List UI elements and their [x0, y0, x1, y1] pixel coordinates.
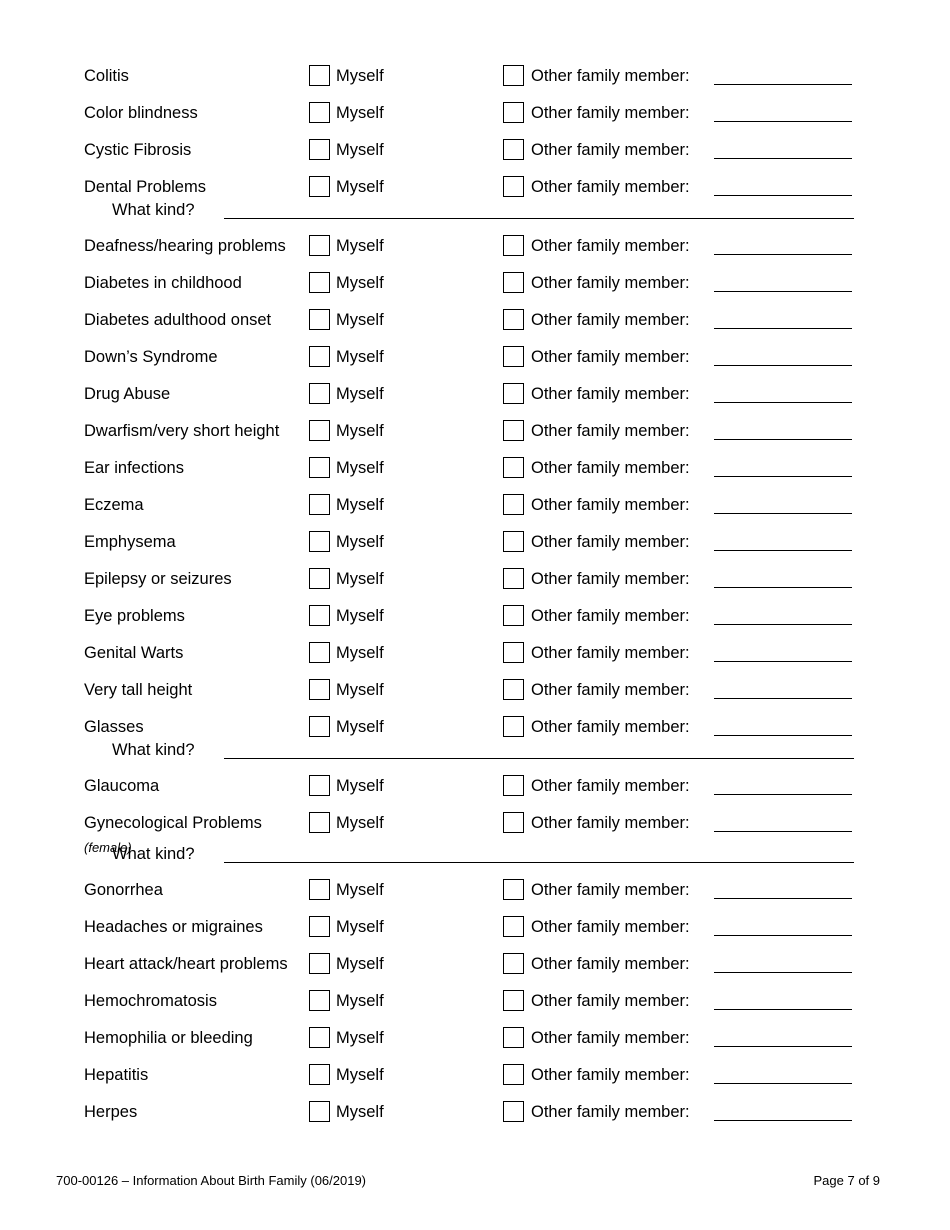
other-family-name-field[interactable] — [714, 291, 852, 292]
condition-row — [0, 420, 950, 456]
myself-label: Myself — [336, 814, 384, 832]
condition-row — [0, 679, 950, 715]
other-family-name-field[interactable] — [714, 794, 852, 795]
other-family-checkbox[interactable] — [503, 879, 524, 900]
other-family-label: Other family member: — [531, 1066, 690, 1084]
myself-checkbox[interactable] — [309, 775, 330, 796]
condition-name: Emphysema — [84, 533, 176, 551]
myself-checkbox[interactable] — [309, 383, 330, 404]
condition-row — [0, 65, 950, 101]
myself-checkbox[interactable] — [309, 420, 330, 441]
other-family-label: Other family member: — [531, 422, 690, 440]
what-kind-label: What kind? — [112, 201, 195, 219]
other-family-checkbox[interactable] — [503, 568, 524, 589]
other-family-checkbox[interactable] — [503, 383, 524, 404]
other-family-name-field[interactable] — [714, 476, 852, 477]
other-family-name-field[interactable] — [714, 550, 852, 551]
other-family-name-field[interactable] — [714, 1046, 852, 1047]
myself-label: Myself — [336, 881, 384, 899]
condition-name: Deafness/hearing problems — [84, 237, 286, 255]
other-family-name-field[interactable] — [714, 1009, 852, 1010]
condition-name: Cystic Fibrosis — [84, 141, 192, 159]
myself-checkbox[interactable] — [309, 1027, 330, 1048]
condition-name: Headaches or migraines — [84, 918, 263, 936]
what-kind-row — [0, 739, 950, 765]
other-family-label: Other family member: — [531, 992, 690, 1010]
myself-label: Myself — [336, 644, 384, 662]
other-family-label: Other family member: — [531, 385, 690, 403]
condition-row — [0, 531, 950, 567]
condition-row — [0, 953, 950, 989]
myself-label: Myself — [336, 918, 384, 936]
other-family-label: Other family member: — [531, 570, 690, 588]
other-family-checkbox[interactable] — [503, 679, 524, 700]
myself-checkbox[interactable] — [309, 531, 330, 552]
myself-checkbox[interactable] — [309, 1064, 330, 1085]
myself-label: Myself — [336, 1029, 384, 1047]
other-family-name-field[interactable] — [714, 84, 852, 85]
myself-label: Myself — [336, 607, 384, 625]
what-kind-row — [0, 199, 950, 225]
myself-label: Myself — [336, 1103, 384, 1121]
condition-row — [0, 102, 950, 138]
myself-label: Myself — [336, 178, 384, 196]
other-family-checkbox[interactable] — [503, 916, 524, 937]
myself-label: Myself — [336, 141, 384, 159]
condition-row — [0, 346, 950, 382]
condition-row — [0, 879, 950, 915]
condition-row — [0, 309, 950, 345]
other-family-name-field[interactable] — [714, 121, 852, 122]
myself-checkbox[interactable] — [309, 65, 330, 86]
other-family-name-field[interactable] — [714, 195, 852, 196]
myself-label: Myself — [336, 237, 384, 255]
myself-checkbox[interactable] — [309, 272, 330, 293]
myself-checkbox[interactable] — [309, 457, 330, 478]
what-kind-row — [0, 843, 950, 869]
myself-checkbox[interactable] — [309, 235, 330, 256]
condition-name: Hemophilia or bleeding — [84, 1029, 253, 1047]
condition-name: Diabetes in childhood — [84, 274, 242, 292]
other-family-name-field[interactable] — [714, 1083, 852, 1084]
condition-row — [0, 272, 950, 308]
other-family-name-field[interactable] — [714, 624, 852, 625]
other-family-name-field[interactable] — [714, 898, 852, 899]
what-kind-field[interactable] — [224, 218, 854, 219]
condition-row — [0, 1101, 950, 1137]
condition-row — [0, 568, 950, 604]
other-family-label: Other family member: — [531, 644, 690, 662]
condition-row — [0, 642, 950, 678]
myself-label: Myself — [336, 459, 384, 477]
myself-label: Myself — [336, 348, 384, 366]
myself-checkbox[interactable] — [309, 176, 330, 197]
condition-name: Hepatitis — [84, 1066, 149, 1084]
condition-name: Herpes — [84, 1103, 138, 1121]
what-kind-field[interactable] — [224, 862, 854, 863]
other-family-label: Other family member: — [531, 274, 690, 292]
other-family-checkbox[interactable] — [503, 1027, 524, 1048]
other-family-name-field[interactable] — [714, 972, 852, 973]
myself-checkbox[interactable] — [309, 139, 330, 160]
other-family-checkbox[interactable] — [503, 990, 524, 1011]
other-family-checkbox[interactable] — [503, 531, 524, 552]
other-family-label: Other family member: — [531, 496, 690, 514]
condition-name: Ear infections — [84, 459, 184, 477]
condition-name: Diabetes adulthood onset — [84, 311, 272, 329]
myself-label: Myself — [336, 681, 384, 699]
other-family-name-field[interactable] — [714, 831, 852, 832]
myself-label: Myself — [336, 422, 384, 440]
other-family-label: Other family member: — [531, 814, 690, 832]
myself-label: Myself — [336, 570, 384, 588]
other-family-checkbox[interactable] — [503, 457, 524, 478]
myself-checkbox[interactable] — [309, 605, 330, 626]
condition-row — [0, 916, 950, 952]
condition-name: Gonorrhea — [84, 881, 163, 899]
condition-note: (female) — [84, 840, 132, 855]
other-family-name-field[interactable] — [714, 513, 852, 514]
condition-name: Colitis — [84, 67, 129, 85]
myself-label: Myself — [336, 955, 384, 973]
other-family-checkbox[interactable] — [503, 139, 524, 160]
other-family-checkbox[interactable] — [503, 605, 524, 626]
other-family-name-field[interactable] — [714, 735, 852, 736]
other-family-label: Other family member: — [531, 141, 690, 159]
condition-row — [0, 605, 950, 641]
other-family-checkbox[interactable] — [503, 346, 524, 367]
other-family-checkbox[interactable] — [503, 716, 524, 737]
condition-row — [0, 139, 950, 175]
myself-label: Myself — [336, 496, 384, 514]
condition-name: Color blindness — [84, 104, 198, 122]
other-family-name-field[interactable] — [714, 439, 852, 440]
other-family-label: Other family member: — [531, 1103, 690, 1121]
other-family-label: Other family member: — [531, 311, 690, 329]
myself-label: Myself — [336, 777, 384, 795]
other-family-label: Other family member: — [531, 777, 690, 795]
what-kind-label: What kind? — [112, 741, 195, 759]
other-family-checkbox[interactable] — [503, 812, 524, 833]
other-family-label: Other family member: — [531, 459, 690, 477]
other-family-checkbox[interactable] — [503, 1101, 524, 1122]
condition-name: Eye problems — [84, 607, 185, 625]
page-number: Page 7 of 9 — [813, 1173, 880, 1188]
other-family-checkbox[interactable] — [503, 65, 524, 86]
other-family-name-field[interactable] — [714, 158, 852, 159]
other-family-label: Other family member: — [531, 681, 690, 699]
other-family-name-field[interactable] — [714, 587, 852, 588]
myself-checkbox[interactable] — [309, 812, 330, 833]
other-family-label: Other family member: — [531, 1029, 690, 1047]
form-id: 700-00126 – Information About Birth Family (06/2019) — [56, 1173, 367, 1188]
other-family-name-field[interactable] — [714, 1120, 852, 1121]
condition-name: Very tall height — [84, 681, 193, 699]
condition-name: Dwarfism/very short height — [84, 422, 280, 440]
condition-name: Dental Problems — [84, 178, 206, 196]
other-family-checkbox[interactable] — [503, 642, 524, 663]
condition-name: Epilepsy or seizures — [84, 570, 232, 588]
condition-name: Glasses — [84, 718, 144, 736]
other-family-name-field[interactable] — [714, 402, 852, 403]
myself-checkbox[interactable] — [309, 642, 330, 663]
other-family-name-field[interactable] — [714, 661, 852, 662]
other-family-label: Other family member: — [531, 67, 690, 85]
myself-checkbox[interactable] — [309, 309, 330, 330]
myself-checkbox[interactable] — [309, 990, 330, 1011]
other-family-label: Other family member: — [531, 178, 690, 196]
condition-row — [0, 990, 950, 1026]
other-family-label: Other family member: — [531, 237, 690, 255]
myself-label: Myself — [336, 274, 384, 292]
condition-name: Hemochromatosis — [84, 992, 217, 1010]
other-family-name-field[interactable] — [714, 365, 852, 366]
myself-label: Myself — [336, 311, 384, 329]
myself-label: Myself — [336, 67, 384, 85]
other-family-name-field[interactable] — [714, 328, 852, 329]
myself-checkbox[interactable] — [309, 494, 330, 515]
other-family-label: Other family member: — [531, 955, 690, 973]
other-family-checkbox[interactable] — [503, 235, 524, 256]
other-family-label: Other family member: — [531, 881, 690, 899]
myself-checkbox[interactable] — [309, 916, 330, 937]
other-family-label: Other family member: — [531, 607, 690, 625]
myself-checkbox[interactable] — [309, 102, 330, 123]
what-kind-field[interactable] — [224, 758, 854, 759]
condition-row — [0, 457, 950, 493]
myself-label: Myself — [336, 104, 384, 122]
condition-name: Heart attack/heart problems — [84, 955, 288, 973]
condition-row — [0, 1027, 950, 1063]
other-family-label: Other family member: — [531, 918, 690, 936]
other-family-checkbox[interactable] — [503, 102, 524, 123]
other-family-name-field[interactable] — [714, 935, 852, 936]
myself-label: Myself — [336, 1066, 384, 1084]
myself-checkbox[interactable] — [309, 568, 330, 589]
myself-checkbox[interactable] — [309, 879, 330, 900]
myself-label: Myself — [336, 718, 384, 736]
condition-row — [0, 383, 950, 419]
other-family-label: Other family member: — [531, 533, 690, 551]
condition-name: Gynecological Problems — [84, 814, 262, 832]
other-family-label: Other family member: — [531, 718, 690, 736]
condition-name: Down’s Syndrome — [84, 348, 218, 366]
condition-name: Genital Warts — [84, 644, 184, 662]
myself-label: Myself — [336, 533, 384, 551]
other-family-name-field[interactable] — [714, 254, 852, 255]
other-family-checkbox[interactable] — [503, 309, 524, 330]
other-family-name-field[interactable] — [714, 698, 852, 699]
myself-label: Myself — [336, 992, 384, 1010]
condition-row — [0, 494, 950, 530]
myself-checkbox[interactable] — [309, 1101, 330, 1122]
myself-checkbox[interactable] — [309, 346, 330, 367]
other-family-checkbox[interactable] — [503, 272, 524, 293]
other-family-checkbox[interactable] — [503, 494, 524, 515]
condition-row — [0, 235, 950, 271]
other-family-checkbox[interactable] — [503, 420, 524, 441]
what-kind-label: What kind? — [112, 845, 195, 863]
condition-row — [0, 775, 950, 811]
myself-checkbox[interactable] — [309, 679, 330, 700]
condition-name: Eczema — [84, 496, 144, 514]
other-family-label: Other family member: — [531, 104, 690, 122]
myself-checkbox[interactable] — [309, 716, 330, 737]
condition-name: Drug Abuse — [84, 385, 171, 403]
other-family-checkbox[interactable] — [503, 775, 524, 796]
other-family-label: Other family member: — [531, 348, 690, 366]
other-family-checkbox[interactable] — [503, 953, 524, 974]
myself-label: Myself — [336, 385, 384, 403]
other-family-checkbox[interactable] — [503, 1064, 524, 1085]
condition-row — [0, 1064, 950, 1100]
myself-checkbox[interactable] — [309, 953, 330, 974]
condition-name: Glaucoma — [84, 777, 160, 795]
other-family-checkbox[interactable] — [503, 176, 524, 197]
